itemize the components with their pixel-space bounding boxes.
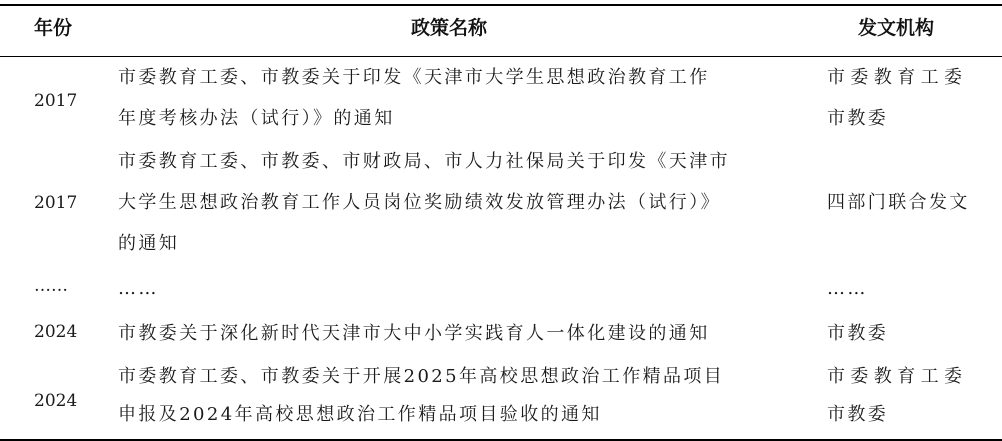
row-issuing-agency	[827, 182, 970, 223]
policy-name-line: 市委教育工委、市教委、市财政局、市人力社保局关于印发《天津市	[118, 151, 730, 172]
header-year: 年份	[34, 17, 73, 39]
table-top-rule	[0, 4, 1002, 6]
row-year: 2017	[34, 193, 78, 213]
policy-name-line: 大学生思想政治教育工作人员岗位奖励绩效发放管理办法（试行）》	[118, 192, 721, 213]
policy-name-line: 申报及2024年高校思想政治工作精品项目验收的通知	[118, 404, 602, 425]
agency-line: 四部门联合发文	[827, 192, 970, 213]
row-policy-name	[118, 57, 808, 139]
row-policy-name	[118, 141, 808, 264]
policy-name-line: 的通知	[118, 233, 180, 254]
policy-name-line: ……	[118, 278, 159, 299]
agency-line: 市教委	[827, 323, 889, 344]
row-year: 2024	[34, 322, 78, 342]
agency-line: 市委教育工委	[827, 366, 968, 387]
row-year: 2024	[34, 391, 78, 411]
row-policy-name	[118, 313, 808, 354]
row-issuing-agency	[827, 268, 868, 309]
header-policy-name: 政策名称	[411, 17, 488, 39]
agency-line: 市教委	[827, 404, 889, 425]
row-issuing-agency	[827, 313, 888, 354]
agency-line: ……	[827, 278, 868, 299]
row-policy-name	[118, 268, 808, 309]
row-issuing-agency	[827, 358, 967, 434]
row-year: ……	[34, 276, 68, 296]
policy-name-line: 年度考核办法（试行）》的通知	[118, 108, 395, 129]
agency-line: 市教委	[827, 108, 889, 129]
policy-name-line: 市委教育工委、市教委关于开展2025年高校思想政治工作精品项目	[118, 366, 725, 387]
row-policy-name	[118, 358, 808, 434]
policy-name-line: 市委教育工委、市教委关于印发《天津市大学生思想政治教育工作	[118, 67, 710, 88]
row-issuing-agency	[827, 57, 967, 139]
header-issuing-agency: 发文机构	[858, 17, 935, 39]
row-year: 2017	[34, 91, 78, 111]
policy-name-line: 市教委关于深化新时代天津市大中小学实践育人一体化建设的通知	[118, 323, 710, 344]
agency-line: 市委教育工委	[827, 67, 968, 88]
